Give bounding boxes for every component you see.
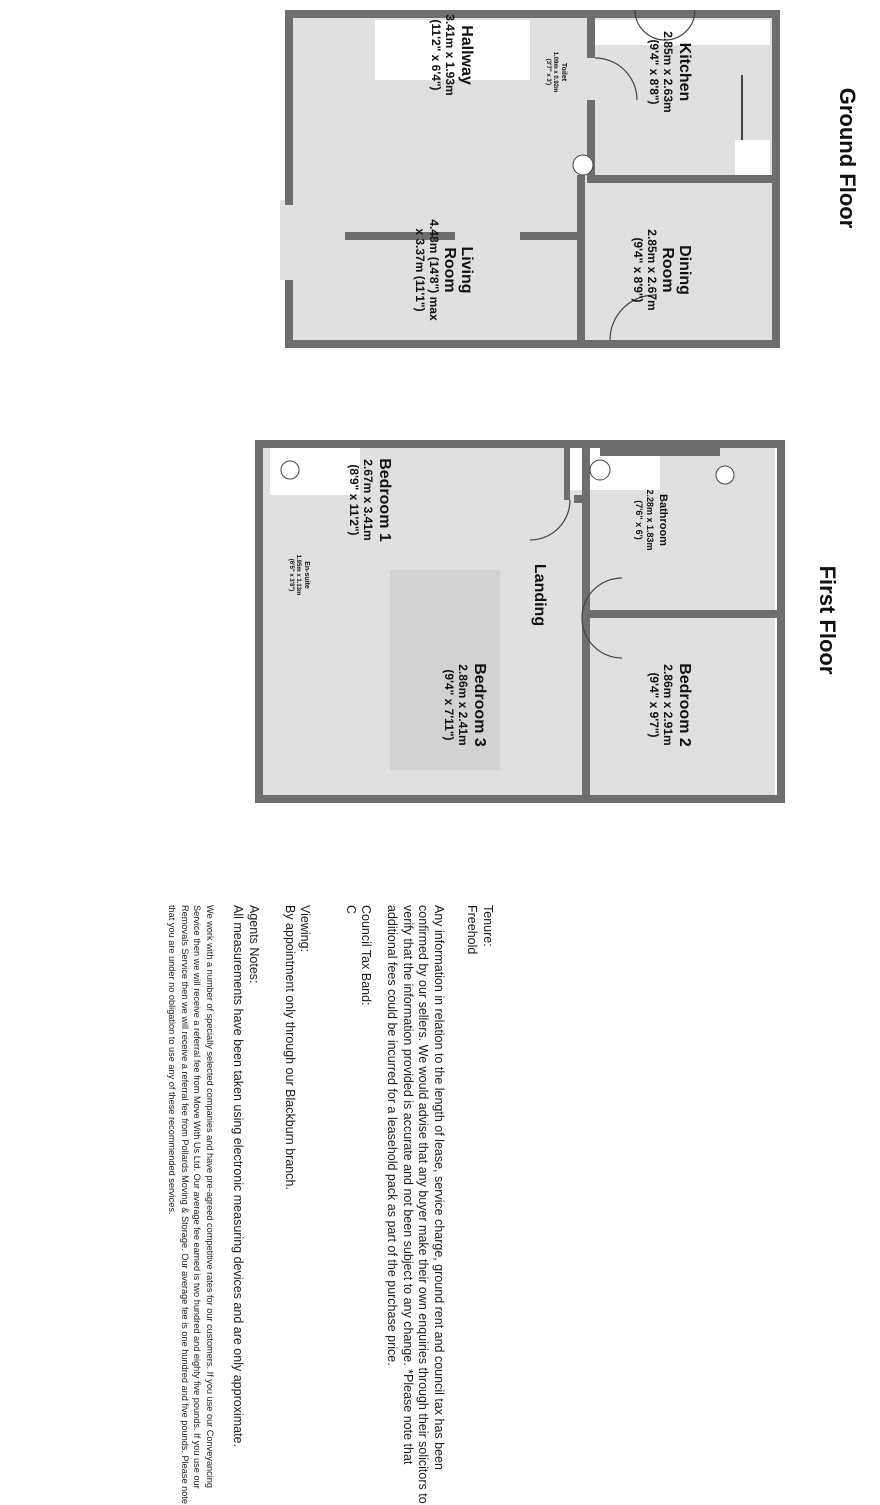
bedroom3-label: Bedroom 3 bbox=[471, 663, 488, 747]
ground-floor-title: Ground Floor bbox=[835, 87, 860, 229]
toilet-dims-2: (3'7" x 3') bbox=[545, 58, 551, 86]
kitchen-worktop bbox=[595, 20, 770, 45]
living-label-2: Room bbox=[441, 247, 458, 293]
viewing-value: By appointment only through our Blackburn branch. bbox=[282, 905, 297, 1190]
dining-dims-2: (9'4" x 8'9") bbox=[631, 237, 645, 303]
first-floor-plan bbox=[255, 440, 840, 803]
toilet-label: Toilet bbox=[560, 62, 567, 82]
bedroom3-dims-2: (9'4" x 7'11") bbox=[442, 669, 456, 741]
bathroom-dims-1: 2.28m x 1.83m bbox=[645, 489, 655, 551]
landing-label: Landing bbox=[531, 563, 548, 627]
kitchen-label: Kitchen bbox=[676, 42, 693, 102]
bedroom1-dims-1: 2.67m x 3.41m bbox=[361, 459, 375, 541]
council-tax-value: C bbox=[343, 905, 358, 915]
agents-notes-label: Agents Notes: bbox=[247, 905, 262, 984]
bathroom-dims-2: (7'6" x 6') bbox=[634, 500, 644, 540]
first-floor-title: First Floor bbox=[815, 565, 840, 675]
hallway-label: Hallway bbox=[458, 25, 475, 85]
bedroom3-dims-1: 2.86m x 2.41m bbox=[456, 664, 470, 746]
toilet-dims-1: 1.09m x 0.92m bbox=[552, 51, 558, 93]
viewing-label: Viewing: bbox=[298, 905, 313, 953]
referral-note: We work with a number of specially selected companies and have pre-agreed competitive rates for our customers. If you use our Conveyancing Service then we will receive a referral fee from Move With Us Ltd. Our average fee earned is two hundred and eighty five pounds. If you use our Removals Service then we will receive a referral fee from Pollards Moving & Storage. Our average fee is one hundred and five pounds. Please note that you are under no obligation to use any of these recommended services. bbox=[167, 905, 215, 1505]
council-tax-label: Council Tax Band: bbox=[359, 905, 374, 1006]
kitchen-dims-2: (9'4" x 8'8") bbox=[647, 39, 661, 105]
dining-label-2: Room bbox=[659, 247, 676, 293]
ground-floor-plan bbox=[280, 10, 860, 348]
kitchen-appliance bbox=[735, 140, 770, 180]
kitchen-dims-1: 2.85m x 2.63m bbox=[661, 31, 675, 113]
bedroom2-dims-1: 2.86m x 2.91m bbox=[661, 664, 675, 746]
hallway-dims-2: (11'2" x 6'4") bbox=[429, 19, 443, 91]
living-dims-2: x 3.37m (11'1") bbox=[413, 228, 427, 312]
living-label-1: Living bbox=[458, 246, 475, 294]
property-notes bbox=[55, 905, 495, 1505]
bedroom1-label: Bedroom 1 bbox=[376, 458, 393, 542]
ensuite-dims-2: (6'5" x 3'8") bbox=[288, 558, 294, 592]
bathroom-label: Bathroom bbox=[657, 494, 669, 546]
lease-note: Any information in relation to the length of lease, service charge, ground rent and council tax has been confirmed by our sellers. We would advise that any buyer make their own enquiries through their solicitors to verify that the information provided is accurate and not been subject to any change. *Please note that additional fees could be incurred for a leasehold pack as part of the purchase price. bbox=[385, 905, 446, 1504]
dining-label-1: Dining bbox=[676, 245, 693, 295]
bathroom-wc-icon bbox=[716, 466, 734, 484]
bedroom1-dims-2: (8'9" x 11'2") bbox=[347, 464, 361, 536]
tenure-value: Freehold bbox=[465, 905, 480, 955]
living-dims-1: 4.48m (14'8") max bbox=[427, 219, 441, 321]
bedroom2-label: Bedroom 2 bbox=[676, 663, 693, 747]
ensuite-label: En-suite bbox=[303, 561, 310, 589]
hallway-dims-1: 3.41m x 1.93m bbox=[443, 14, 457, 96]
living-bay bbox=[280, 200, 286, 280]
tenure-label: Tenure: bbox=[481, 905, 495, 947]
bedroom2-dims-2: (9'4" x 9'7") bbox=[647, 672, 661, 738]
dining-dims-1: 2.85m x 2.67m bbox=[645, 229, 659, 311]
toilet-wc-icon bbox=[573, 155, 593, 175]
ensuite-wc-icon bbox=[281, 461, 299, 479]
agents-notes-value: All measurements have been taken using electronic measuring devices and are only approximate. bbox=[231, 905, 246, 1447]
ensuite-dims-1: 1.95m x 1.13m bbox=[295, 554, 301, 596]
bathroom-basin-icon bbox=[590, 460, 610, 480]
